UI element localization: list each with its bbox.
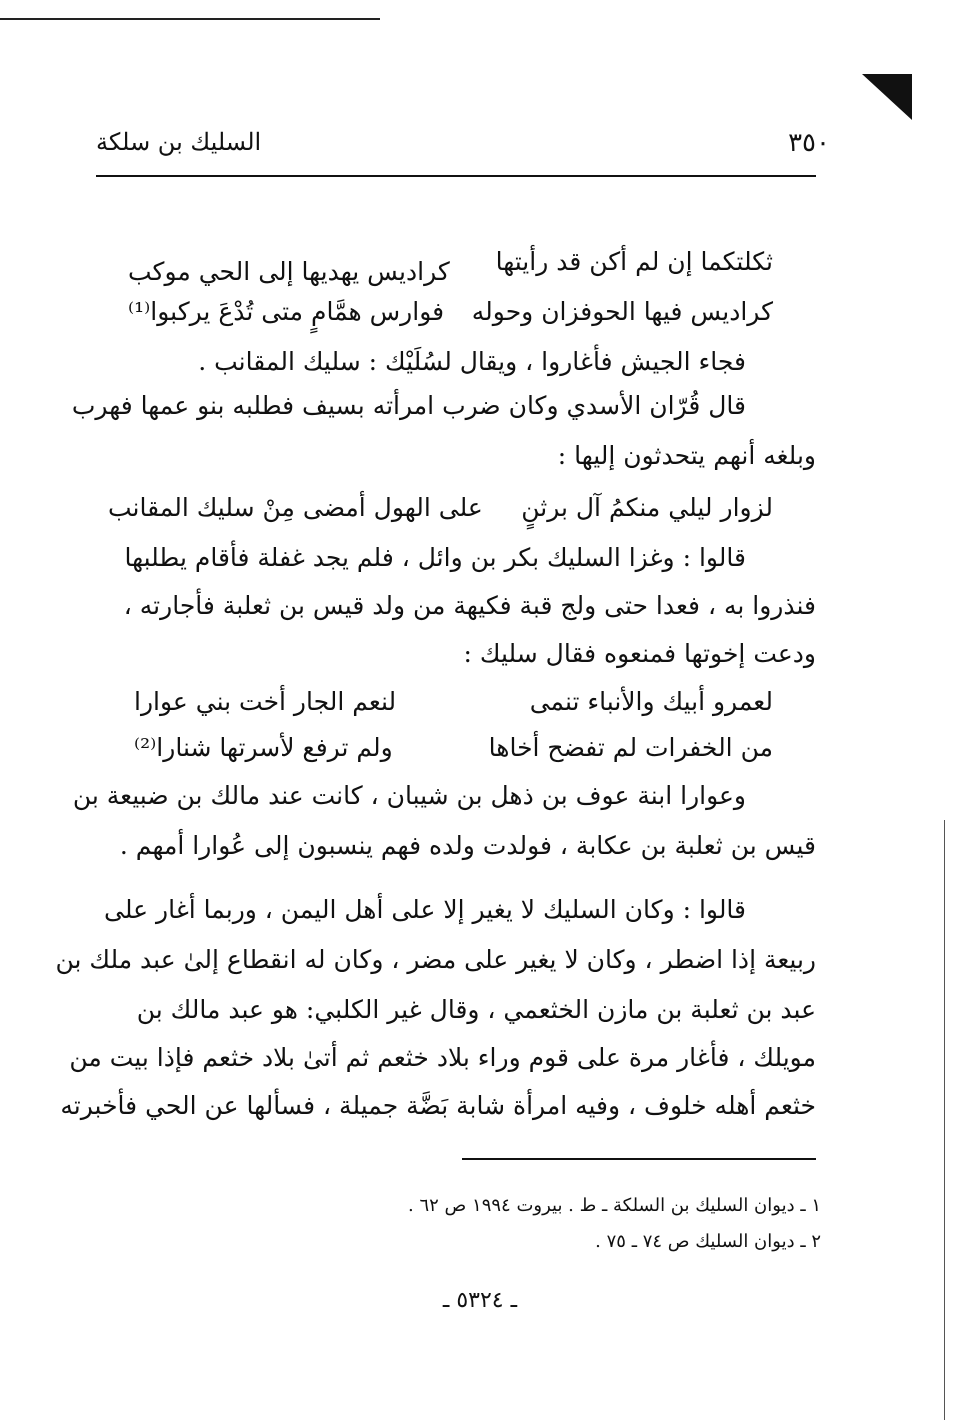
corner-marker <box>862 74 912 120</box>
verse-hemistich: لعمرو أبيك والأنباء تنمى <box>529 687 773 716</box>
text-line: عبد بن ثعلبة بن مازن الخثعمي ، وقال غير الكلبي: هو عبد مالك بن <box>136 995 816 1024</box>
running-title: السليك بن سلكة <box>96 128 262 156</box>
footnote: ١ ـ ديوان السليك بن السلكة ـ ط . بيروت ١٩٩٤ ص ٦٢ . <box>408 1195 821 1216</box>
text-line: قالوا : وكان السليك لا يغير إلا على أهل اليمن ، وربما أغار على <box>104 895 746 924</box>
verse-hemistich: كراديس فيها الحوفزان وحوله <box>471 297 773 326</box>
verse-hemistich: فوارس همَّامٍ متى تُدْعَ يركبوا⁽¹⁾ <box>128 297 445 326</box>
verse-hemistich: ثكلتكما إن لم أكن قد رأيتها <box>495 247 773 276</box>
text-line: ربيعة إذا اضطر ، وكان لا يغير على مضر ، وكان له انقطاع إلىٰ عبد ملك بن <box>55 945 816 974</box>
text-line: فجاء الجيش فأغاروا ، ويقال لسُلَيْك : سليك المقانب . <box>198 347 746 376</box>
text-line: خثعم أهله خلوف ، وفيه امرأة شابة بَضَّة جميلة ، فسألها عن الحي فأخبرته <box>60 1091 816 1120</box>
verse-hemistich: لنعم الجار أخت بني عوارا <box>134 687 397 716</box>
scan-edge-line <box>0 18 380 20</box>
verse-hemistich: من الخفرات لم تفضح أخاها <box>488 733 773 762</box>
header-rule <box>96 175 816 177</box>
text-line: مويلك ، فأغار مرة على قوم وراء بلاد خثعم ثم أتىٰ بلاد خثعم فإذا بيت من <box>69 1043 816 1072</box>
text-line: قيس بن ثعلبة بن عكابة ، فولدت ولده فهم ينسبون إلى عُوارا أمهم . <box>119 831 816 860</box>
footnote: ٢ ـ ديوان السليك ص ٧٤ ـ ٧٥ . <box>595 1231 821 1252</box>
footnote-rule <box>462 1158 816 1160</box>
text-line: وبلغه أنهم يتحدثون إليها : <box>557 441 816 470</box>
verse-hemistich: ولم ترفع لأسرتها شنارا⁽²⁾ <box>134 733 393 762</box>
book-page-number: ـ ٥٣٢٤ ـ <box>442 1288 518 1313</box>
page-edge-shadow <box>944 820 945 1420</box>
verse-hemistich: كراديس يهديها إلى الحي موكب <box>128 257 450 286</box>
text-line: قالوا : وغزا السليك بكر بن وائل ، فلم يجد غفلة فأقام يطلبها <box>124 543 746 572</box>
text-line: فنذروا به ، فعدا حتى ولج قبة فكيهة من ولد قيس بن ثعلبة فأجارته ، <box>123 591 816 620</box>
text-line: وعوارا ابنة عوف بن ذهل بن شيبان ، كانت عند مالك بن ضبيعة بن <box>72 781 746 810</box>
page-number: ٣٥٠ <box>788 128 830 158</box>
verse-hemistich: على الهول أمضى مِنْ سليك المقانب <box>108 493 483 522</box>
text-line: ودعت إخوتها فمنعوه فقال سليك : <box>463 639 816 668</box>
text-line: قال قُرّان الأسدي وكان ضرب امرأته بسيف فطلبه بنو عمها فهرب <box>71 391 746 420</box>
verse-hemistich: لزوار ليلي منكمُ آل برثنٍ <box>521 493 773 522</box>
